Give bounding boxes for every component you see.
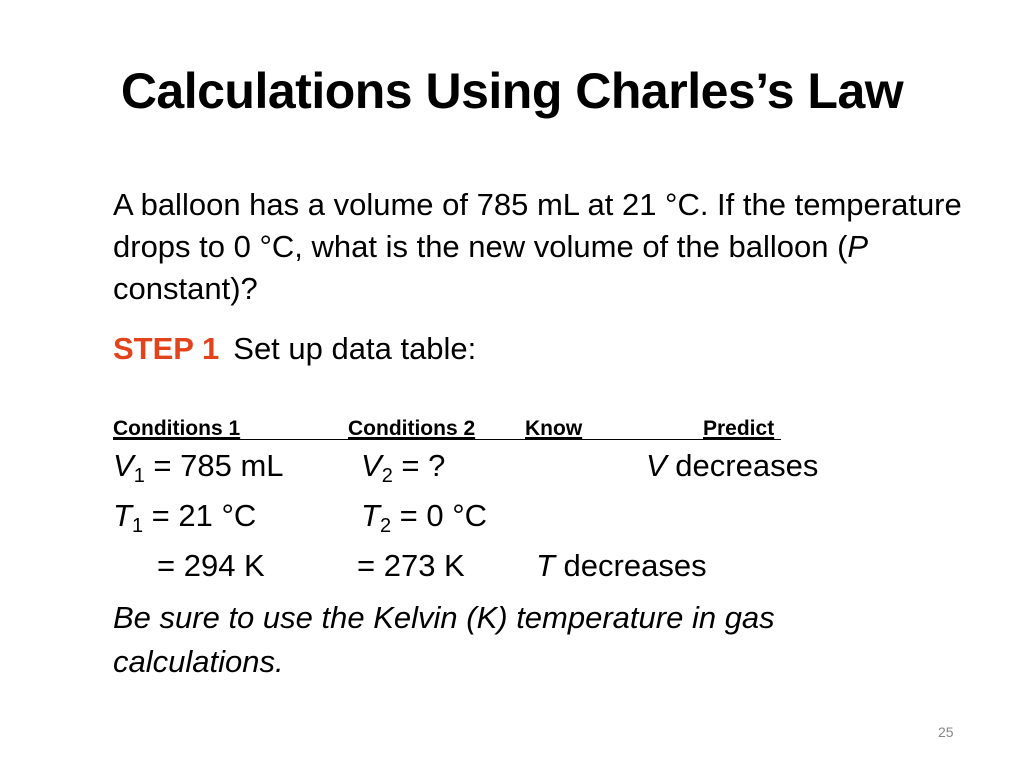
t1-kelvin: = 294 K <box>157 548 265 583</box>
v1-variable: V <box>113 448 134 483</box>
v1-subscript: 1 <box>133 465 145 487</box>
kelvin-note: Be sure to use the Kelvin (K) temperature in gas calculations. <box>113 600 775 679</box>
t1-cell <box>113 498 257 537</box>
know-variable: T <box>536 548 555 583</box>
t1-value: = 21 °C <box>143 498 257 533</box>
t2-variable: T <box>361 498 380 533</box>
v2-subscript: 2 <box>381 465 393 487</box>
header-conditions-1: Conditions 1 <box>113 417 241 440</box>
header-conditions-2: Conditions 2 <box>348 417 476 440</box>
problem-statement <box>113 184 973 310</box>
t2-value: = 0 °C <box>391 498 488 533</box>
problem-text-end: constant)? <box>113 271 258 306</box>
t2-cell <box>361 498 488 537</box>
know-cell <box>536 548 707 584</box>
step-text: Set up data table: <box>233 331 477 366</box>
t2-subscript: 2 <box>379 515 392 537</box>
v1-value: = 785 mL <box>144 448 284 483</box>
v2-value: = ? <box>392 448 446 483</box>
v1-cell <box>113 448 284 487</box>
t2-kelvin: = 273 K <box>357 548 465 583</box>
problem-variable: P <box>847 229 869 264</box>
problem-text: A balloon has a volume of 785 mL at 21 °C. If the temperature drops to 0 °C, what is the new volume of the balloon ( <box>113 187 962 264</box>
t1-variable: T <box>113 498 132 533</box>
predict-text: decreases <box>666 448 819 483</box>
know-text: decreases <box>554 548 707 583</box>
t1-subscript: 1 <box>131 515 144 537</box>
slide-title: Calculations Using Charles’s Law <box>120 63 904 119</box>
page-number: 25 <box>938 724 954 740</box>
header-predict: Predict <box>703 417 775 440</box>
step-label: STEP 1 <box>113 331 220 366</box>
v2-variable: V <box>361 448 382 483</box>
header-know: Know <box>525 417 583 440</box>
v2-cell <box>361 448 446 487</box>
step-heading <box>113 328 476 370</box>
predict-cell <box>646 448 818 484</box>
predict-variable: V <box>646 448 667 483</box>
